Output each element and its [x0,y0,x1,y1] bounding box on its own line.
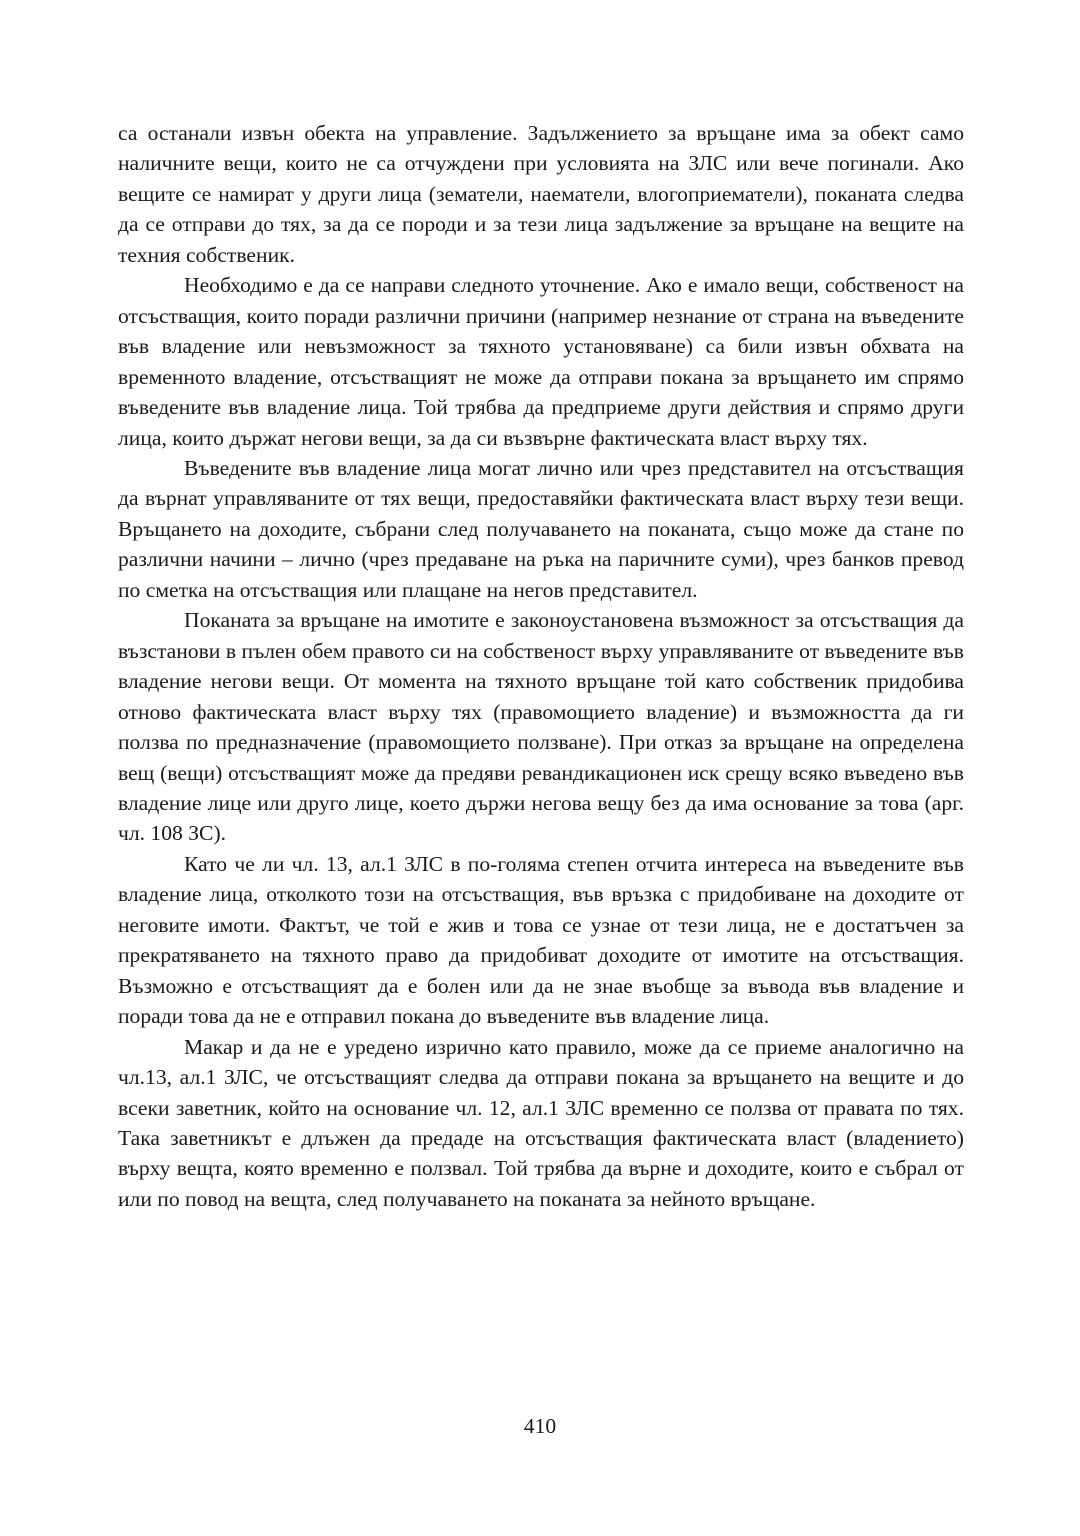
paragraph: Поканата за връщане на имотите е законоустановена възможност за отсъстващия да възстанови в пълен обем правото си на собственост върху управляваните от въведените във владение негови вещи. От момента на тяхното връщане той като собственик придобива отново фактическата власт върху тях (правомощието владение) и възможността да ги ползва по предназначение (правомощието ползване). При отказ за връщане на определена вещ (вещи) отсъстващият може да предяви ревандикационен иск срещу всяко въведено във владение лице или друго лице, което държи негова вещу без да има основание за това (арг. чл. 108 ЗС). [118,608,964,846]
paragraph: Макар и да не е уредено изрично като правило, може да се приеме аналогично на чл.13, ал.1 ЗЛС, че отсъстващият следва да отправи покана за връщането на вещите и до всеки заветник, който на основание чл. 12, ал.1 ЗЛС временно се ползва от правата по тях. Така заветникът е длъжен да предаде на отсъстващия фактическата власт (владението) върху вещта, която временно е ползвал. Той трябва да върне и доходите, които е събрал от или по повод на вещта, след получаването на поканата за нейното връщане. [118,1034,964,1211]
paragraph: Като че ли чл. 13, ал.1 ЗЛС в по-голяма степен отчита интереса на въведените във владение лица, отколкото този на отсъстващия, във връзка с придобиване на доходите от неговите имоти. Фактът, че той е жив и това се узнае от тези лица, не е достатъчен за прекратяването на тяхното право да придобиват доходите от имотите на отсъстващия. Възможно е отсъстващият да е болен или да не знае въобще за въвода във владение и поради това да не е отправил покана до въведените във владение лица. [118,851,964,1029]
paragraph-continuation: са останали извън обекта на управление. Задължението за връщане има за обект само наличните вещи, които не са отчуждени при условията на ЗЛС или вече погинали. Ако вещите се намират у други лица (зематели, наематели, влогоприематели), поканата следва да се отправи до тях, за да се породи и за тези лица задължение за връщане на вещите на техния собственик. [118,121,964,267]
paragraph: Необходимо е да се направи следното уточнение. Ако е имало вещи, собственост на отсъстващия, които поради различни причини (например незнание от страна на въведените във владение или невъзможност за тяхното установяване) са били извън обхвата на временното владение, отсъстващият не може да отправи покана за връщането им спрямо въведените във владение лица. Той трябва да предприеме други действия и спрямо други лица, които държат негови вещи, за да си възвърне фактическата власт върху тях. [118,273,964,450]
paragraph: Въведените във владение лица могат лично или чрез представител на отсъстващия да върнат управляваните от тях вещи, предоставяйки фактическата власт върху тези вещи. Връщането на доходите, събрани след получаването на поканата, също може да стане по различни начини – лично (чрез предаване на ръка на паричните суми), чрез банков превод по сметка на отсъстващия или плащане на негов представител. [118,455,964,602]
page-number: 410 [523,1414,557,1438]
body-text [118,118,964,1214]
